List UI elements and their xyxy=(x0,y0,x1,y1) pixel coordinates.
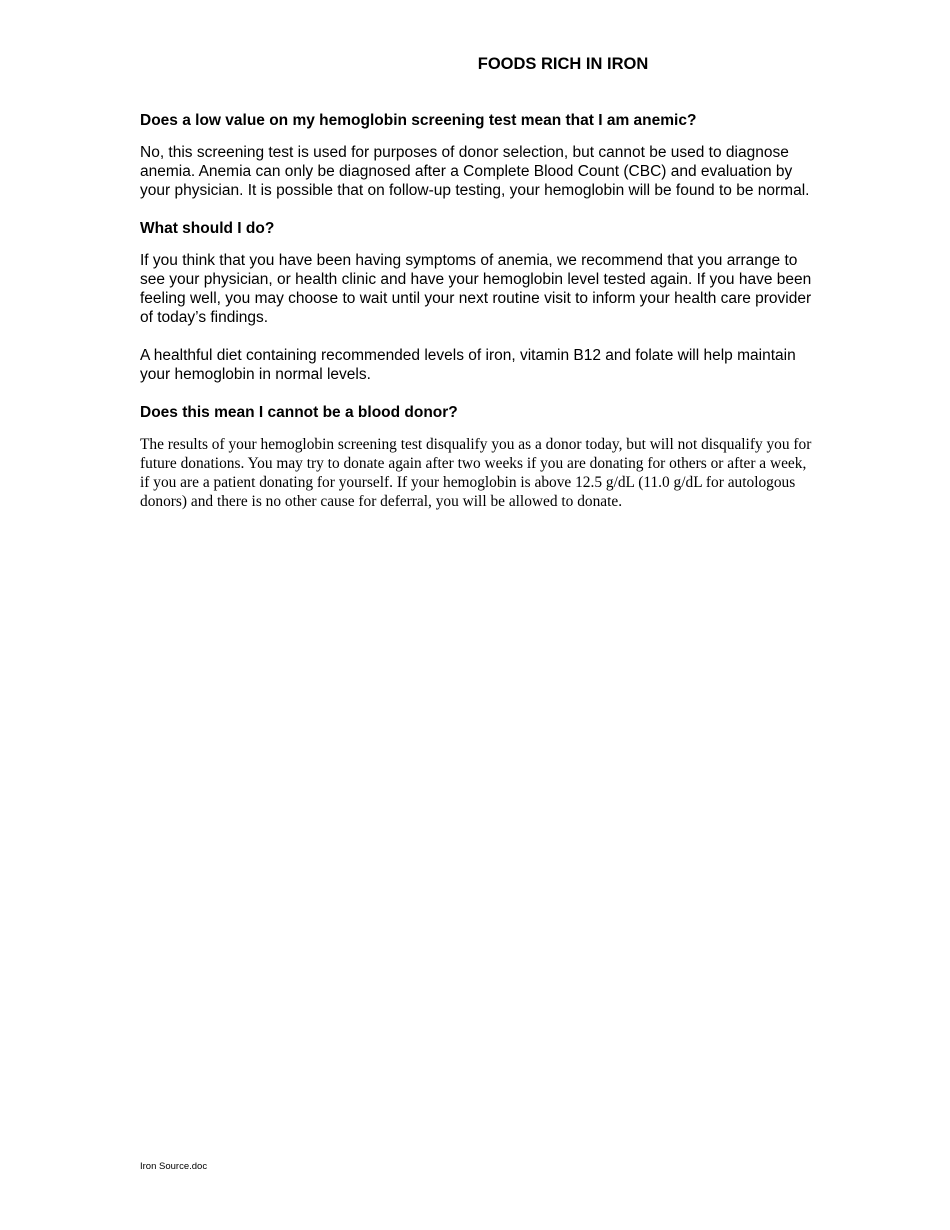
paragraph: The results of your hemoglobin screening test disqualify you as a donor today, but will not disqualify you for future donations. You may try to donate again after two weeks if you are donating for others or after a week, if you are a patient donating for yourself. If your hemoglobin is above 12.5 g/dL (11.0 g/dL for autologous donors) and there is no other cause for deferral, you will be allowed to donate. xyxy=(140,436,812,510)
paragraph: If you think that you have been having symptoms of anemia, we recommend that you arrange to see your physician, or health clinic and have your hemoglobin level tested again. If you have been feeling well, you may choose to wait until your next routine visit to inform your health care provider of today’s findings. xyxy=(140,252,812,326)
section-heading: Does a low value on my hemoglobin screening test mean that I am anemic? xyxy=(140,112,697,129)
page-title: FOODS RICH IN IRON xyxy=(477,55,649,73)
section-blood-donor xyxy=(140,403,815,511)
section-what-to-do xyxy=(140,219,815,384)
paragraph: A healthful diet containing recommended levels of iron, vitamin B12 and folate will help maintain your hemoglobin in normal levels. xyxy=(140,347,796,383)
paragraph: No, this screening test is used for purposes of donor selection, but cannot be used to diagnose anemia. Anemia can only be diagnosed after a Complete Blood Count (CBC) and evaluation by your physician. It is possible that on follow-up testing, your hemoglobin will be found to be normal. xyxy=(140,144,810,199)
document-body xyxy=(140,111,815,511)
section-heading: Does this mean I cannot be a blood donor? xyxy=(140,404,458,421)
section-heading: What should I do? xyxy=(140,220,275,237)
footer-filename: Iron Source.doc xyxy=(140,1161,208,1172)
section-anemia-question xyxy=(140,111,815,200)
